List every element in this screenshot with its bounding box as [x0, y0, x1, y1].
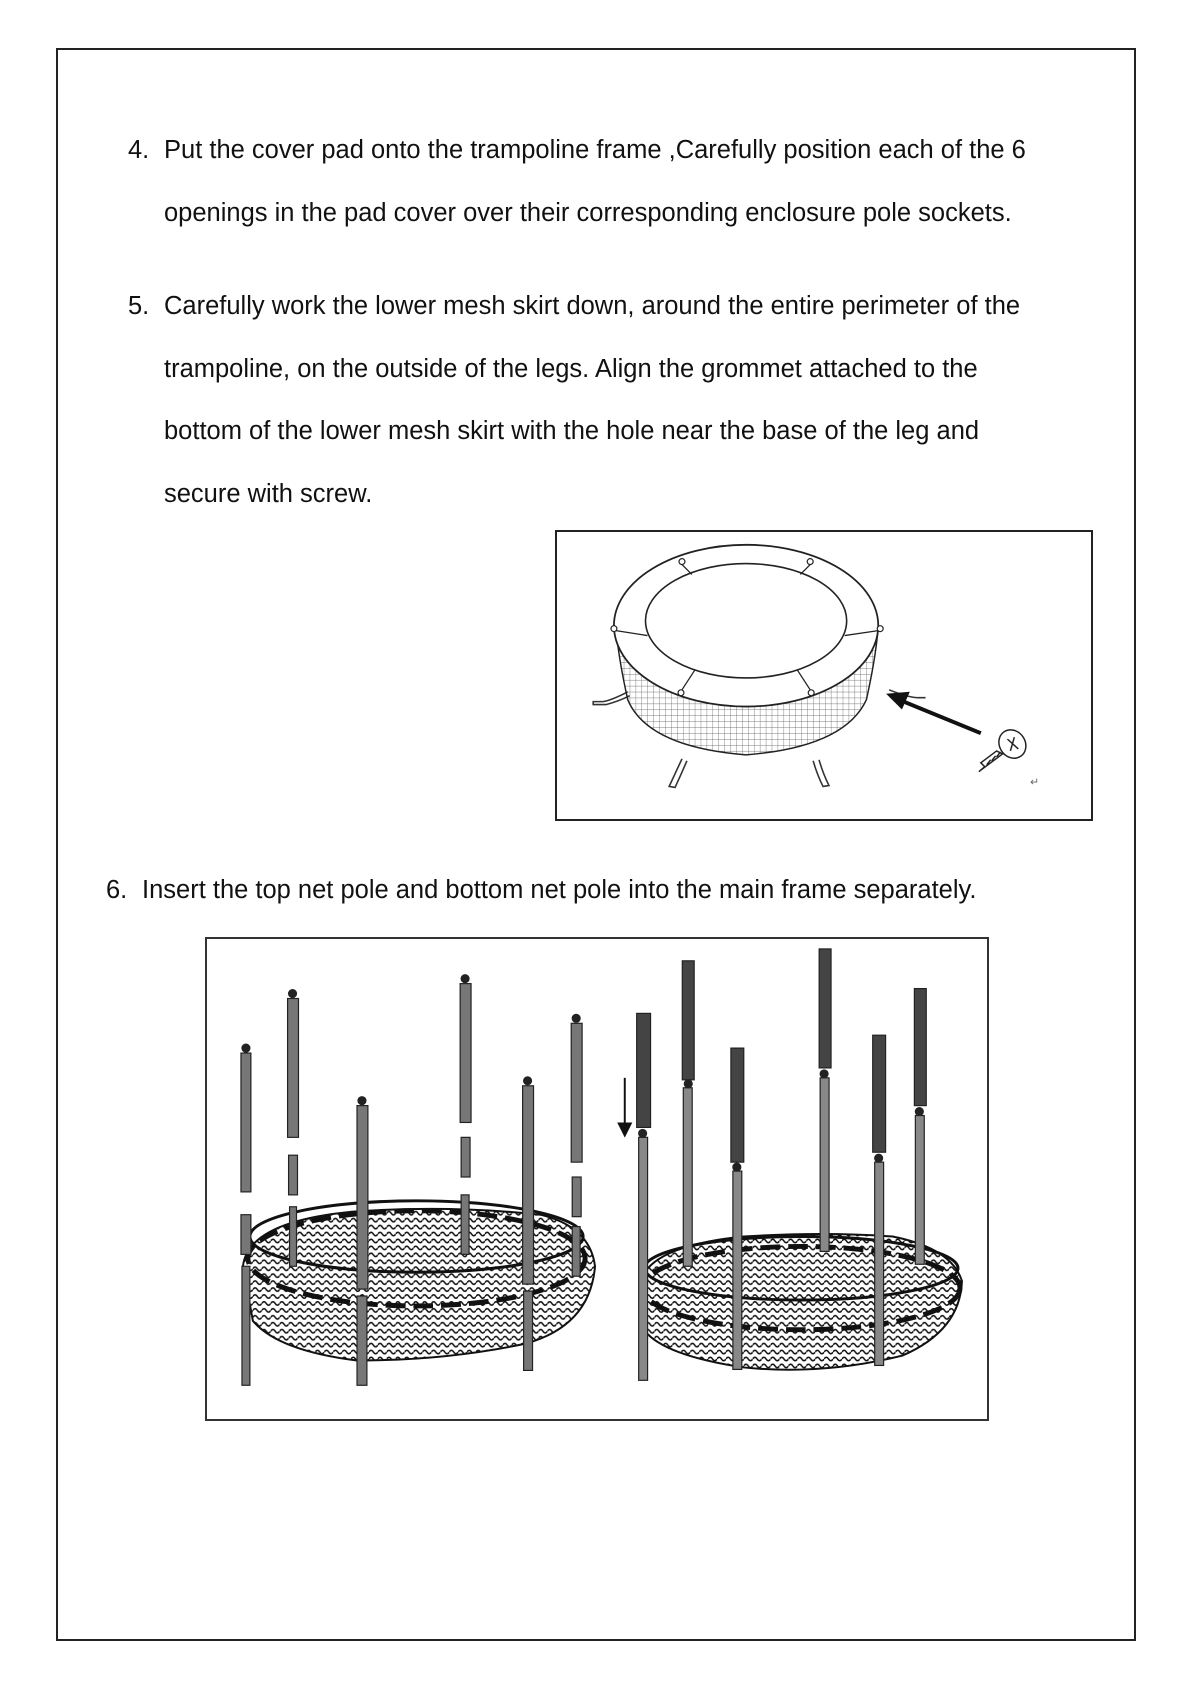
- pad-inner: [645, 564, 846, 678]
- trampoline-skirt-icon: [557, 532, 1091, 819]
- step-line: openings in the pad cover over their corresponding enclosure pole sockets.: [164, 198, 1012, 227]
- step-line: trampoline, on the outside of the legs. Align the grommet attached to the: [164, 354, 978, 383]
- step-number: 6.: [106, 876, 128, 904]
- step-text: [142, 859, 976, 922]
- step-line: Insert the top net pole and bottom net pole into the main frame separately.: [142, 876, 977, 904]
- down-arrow-icon: [619, 1078, 631, 1136]
- step-line: secure with screw.: [164, 479, 373, 508]
- arrow-icon: [886, 692, 981, 733]
- net-poles-icon: [207, 939, 987, 1419]
- step-line: bottom of the lower mesh skirt with the hole near the base of the leg and: [164, 417, 980, 445]
- step-text: [164, 275, 1020, 525]
- figure-poles: [205, 937, 989, 1421]
- return-mark: ↵: [1030, 775, 1040, 789]
- step-line: Carefully work the lower mesh skirt down, around the entire perimeter of the: [164, 292, 1021, 320]
- figure-skirt: [555, 530, 1093, 821]
- step-number: 4.: [128, 136, 150, 164]
- step-text: [164, 119, 1026, 244]
- step-number: 5.: [128, 292, 150, 320]
- step-line: Put the cover pad onto the trampoline frame ,Carefully position each of the 6: [164, 136, 1026, 164]
- screw-icon: [979, 725, 1032, 772]
